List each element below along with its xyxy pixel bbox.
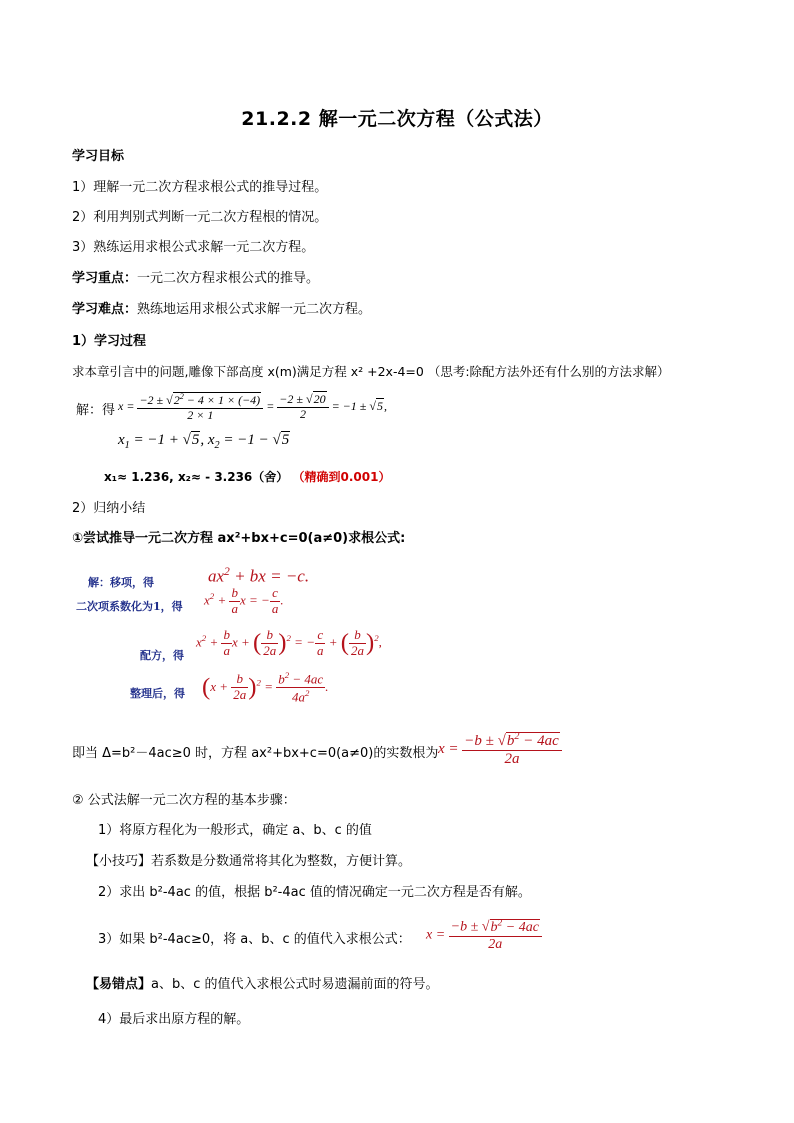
precision-note: （精确到0.001） — [292, 470, 391, 484]
difficulty-text: 熟练地运用求根公式求解一元二次方程。 — [137, 302, 372, 317]
goal-item-3: 3）熟练运用求根公式求解一元二次方程。 — [72, 240, 315, 255]
solution-formula: x = $\frac{-2 \pm √2^2 - 4 \times 1 \times (-4)}{2 \times 1}$ = $\frac{-2 \pm √20}{2}$ = −1 ± √5, — [118, 392, 387, 422]
method-step-4: 4）最后求出原方程的解。 — [98, 1012, 250, 1027]
method-step-3: 3）如果 b²-4ac≥0，将 a、b、c 的值代入求根公式： — [98, 932, 411, 947]
goals-heading: 学习目标 — [72, 149, 125, 164]
method-heading: ② 公式法解一元二次方程的基本步骤： — [72, 793, 296, 808]
derive-step-3-formula: $x^2$ + $\frac{b}{a}$ x + ( $\frac{b}{2a}$ )$^2$ = − $\frac{c}{a}$ + ( $\frac{b}{2a}$ )$^2$, — [196, 627, 382, 658]
mistake-label: 【易错点】 — [86, 977, 152, 992]
derive-step-1-label: 解：移项，得 — [88, 576, 154, 589]
solve-label: 解：得 — [76, 403, 116, 418]
derive-step-1-formula: $ax^2$ + bx = −c. — [208, 565, 310, 586]
method-step-1: 1）将原方程化为一般形式，确定 a、b、c 的值 — [98, 823, 372, 838]
tip-text: 若系数是分数通常将其化为整数，方便计算。 — [151, 854, 412, 869]
approx-x1: x₁≈ 1.236, — [104, 470, 174, 484]
goal-item-1: 1）理解一元二次方程求根公式的推导过程。 — [72, 180, 328, 195]
derive-step-2-label: 二次项系数化为1，得 — [76, 600, 183, 613]
goal-item-2: 2）利用判别式判断一元二次方程根的情况。 — [72, 210, 328, 225]
difficulty — [72, 301, 371, 319]
process-intro: 求本章引言中的问题,雕像下部高度 x(m)满足方程 x² +2x-4=0 （思考:除配方法外还有什么别的方法求解） — [72, 364, 670, 379]
quadratic-formula: x = $\frac{-b \pm √b^2 - 4ac}{2a}$ — [438, 731, 562, 769]
approx-roots — [104, 468, 390, 486]
derive-step-3-label: 配方，得 — [140, 649, 184, 662]
page-title: 21.2.2 解一元二次方程（公式法） — [241, 108, 553, 130]
summary-heading: 2）归纳小结 — [72, 501, 146, 516]
method-step-2: 2）求出 b²-4ac 的值，根据 b²-4ac 值的情况确定一元二次方程是否有解。 — [98, 885, 531, 900]
key-point-text: 一元二次方程求根公式的推导。 — [137, 271, 320, 286]
derive-step-4-label: 整理后，得 — [130, 687, 185, 700]
mistake-text: a、b、c 的值代入求根公式时易遗漏前面的符号。 — [151, 977, 439, 992]
tip — [86, 853, 411, 871]
process-heading: 1）学习过程 — [72, 334, 147, 349]
solution-roots: $x_1 = -1 + √5$, $x_2 = -1 - √5$ — [118, 432, 290, 451]
tip-label: 【小技巧】 — [86, 854, 152, 869]
difficulty-label: 学习难点： — [72, 302, 138, 317]
key-point — [72, 270, 319, 288]
quadratic-formula-step3: x = $\frac{-b \pm √b^2 - 4ac}{2a}$ — [426, 918, 542, 953]
derive-heading: ①尝试推导一元二次方程 ax²+bx+c=0(a≠0)求根公式: — [72, 531, 406, 546]
mistake — [86, 976, 439, 994]
conclusion-text: 即当 Δ=b²－4ac≥0 时，方程 ax²+bx+c=0(a≠0)的实数根为 — [72, 746, 439, 761]
derive-step-4-formula: (x + $\frac{b}{2a}$ )$^2$ = $\frac{b^2 - 4ac}{4a^2}$ . — [202, 670, 329, 705]
derive-step-2-formula: $x^2$ + $\frac{b}{a}$ x = − $\frac{c}{a}$ . — [204, 585, 284, 616]
key-point-label: 学习重点： — [72, 271, 138, 286]
approx-x2: x₂≈ - 3.236（舍） — [177, 470, 289, 484]
